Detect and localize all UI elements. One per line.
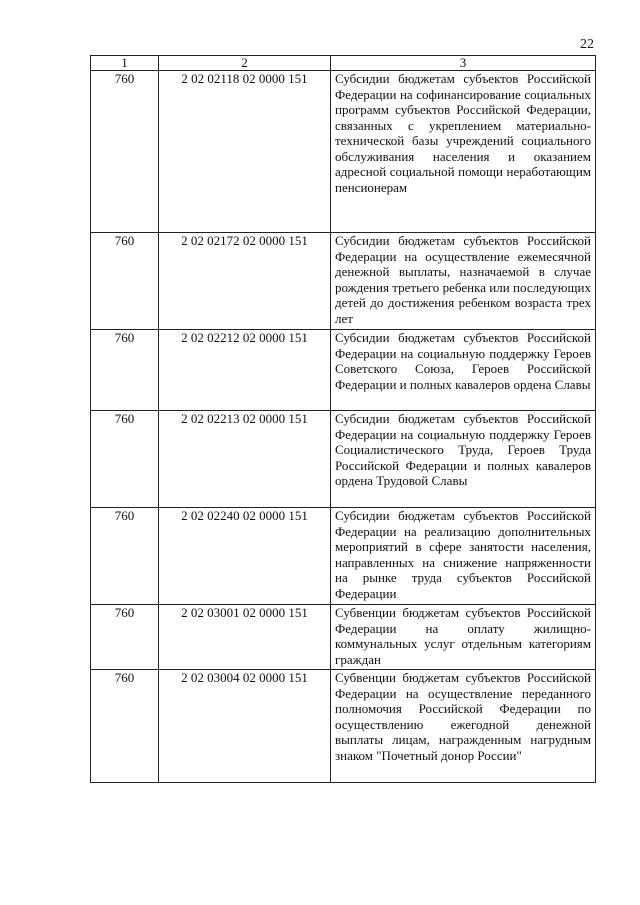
budget-code-cell: 2 02 02172 02 0000 151: [159, 233, 331, 330]
column-header-1: 1: [91, 56, 159, 71]
description-cell: Субсидии бюджетам субъектов Российской Федерации на реализацию дополнительных мероприятий в сфере занятости населения, направленных на снижение напряженности на рынке труда субъектов Российской Федерации: [331, 508, 596, 605]
table-row: [91, 233, 596, 330]
admin-code-cell: 760: [91, 411, 159, 508]
description-cell: Субсидии бюджетам субъектов Российской Федерации на социальную поддержку Героев Социалистического Труда, Героев Труда Российской Федерации и полных кавалеров ордена Трудовой Славы: [331, 411, 596, 508]
revenue-codes-table: [90, 55, 596, 783]
table-row: [91, 71, 596, 233]
column-header-2: 2: [159, 56, 331, 71]
budget-code-cell: 2 02 02240 02 0000 151: [159, 508, 331, 605]
description-cell: Субвенции бюджетам субъектов Российской Федерации на осуществление переданного полномочия Российской Федерации по осуществлению ежегодной денежной выплаты лицам, награжденным нагрудным знаком "Почетный донор России": [331, 670, 596, 783]
table-row: [91, 508, 596, 605]
admin-code-cell: 760: [91, 71, 159, 233]
table-row: [91, 411, 596, 508]
page-number: 22: [580, 37, 594, 52]
admin-code-cell: 760: [91, 233, 159, 330]
admin-code-cell: 760: [91, 330, 159, 411]
table-header-row: [91, 56, 596, 71]
description-cell: Субсидии бюджетам субъектов Российской Федерации на софинансирование социальных программ субъектов Российской Федерации, связанных с укреплением материально-технической базы учреждений социального обслуживания населения и оказанием адресной социальной помощи неработающим пенсионерам: [331, 71, 596, 233]
admin-code-cell: 760: [91, 670, 159, 783]
table-row: [91, 670, 596, 783]
budget-code-cell: 2 02 02212 02 0000 151: [159, 330, 331, 411]
table-row: [91, 605, 596, 670]
admin-code-cell: 760: [91, 508, 159, 605]
admin-code-cell: 760: [91, 605, 159, 670]
budget-code-cell: 2 02 02118 02 0000 151: [159, 71, 331, 233]
column-header-3: 3: [331, 56, 596, 71]
table-row: [91, 330, 596, 411]
description-cell: Субсидии бюджетам субъектов Российской Федерации на осуществление ежемесячной денежной выплаты, назначаемой в случае рождения третьего ребенка или последующих детей до достижения ребенком возраста трех лет: [331, 233, 596, 330]
budget-code-cell: 2 02 03004 02 0000 151: [159, 670, 331, 783]
budget-code-cell: 2 02 03001 02 0000 151: [159, 605, 331, 670]
description-cell: Субвенции бюджетам субъектов Российской Федерации на оплату жилищно-коммунальных услуг отдельным категориям граждан: [331, 605, 596, 670]
budget-code-cell: 2 02 02213 02 0000 151: [159, 411, 331, 508]
description-cell: Субсидии бюджетам субъектов Российской Федерации на социальную поддержку Героев Советского Союза, Героев Российской Федерации и полных кавалеров ордена Славы: [331, 330, 596, 411]
